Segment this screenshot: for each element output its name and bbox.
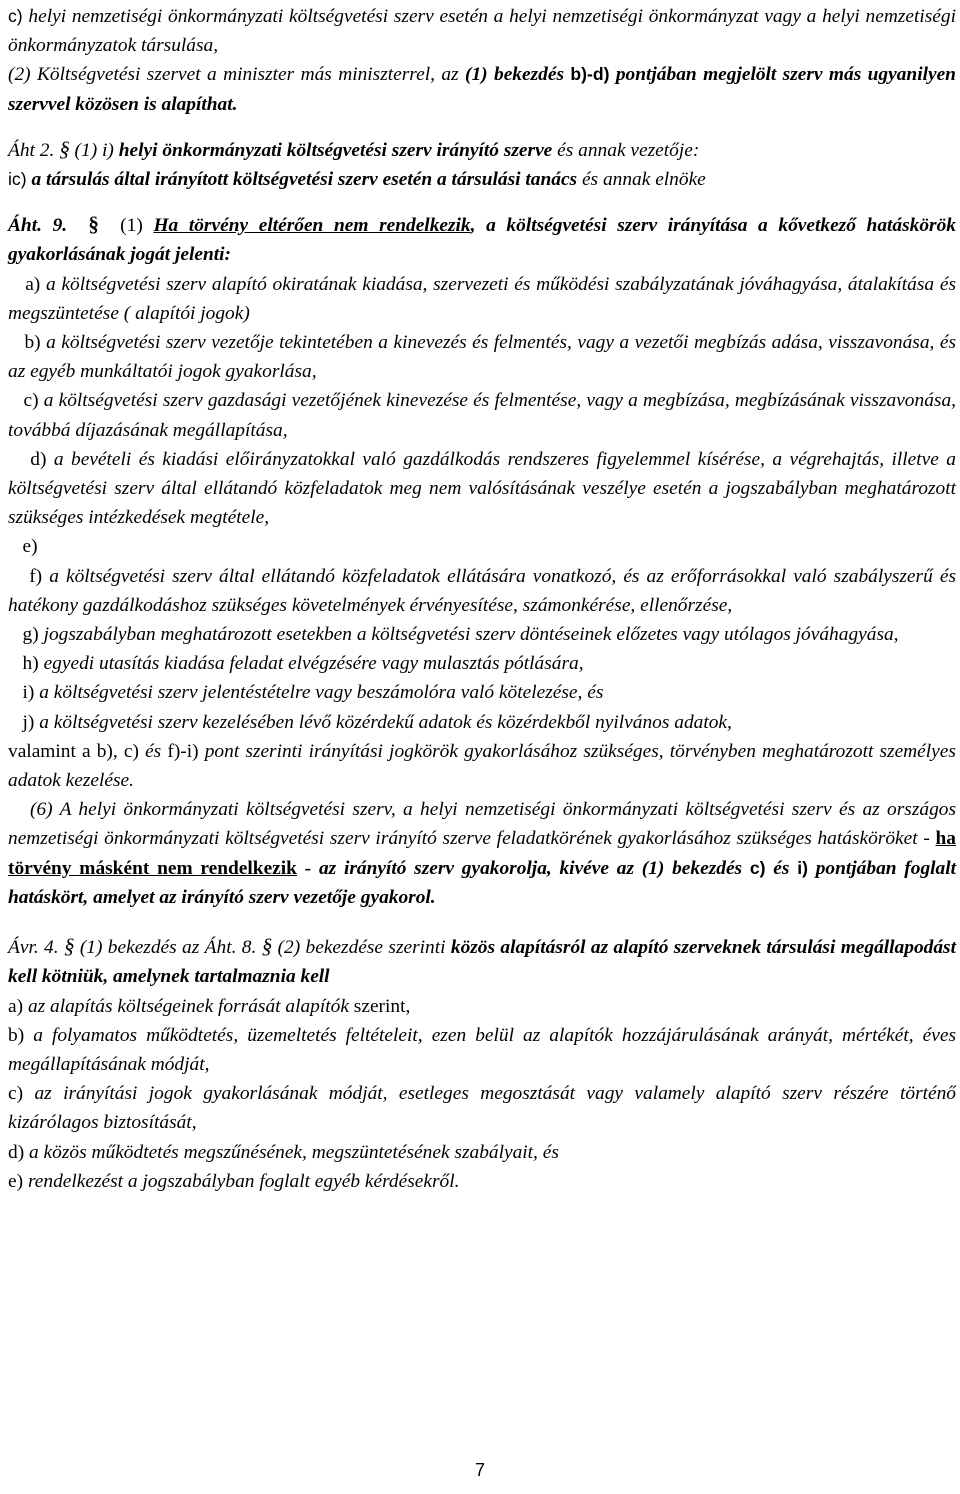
p6-underlined: ha törvény másként nem rendelkezik — [8, 828, 956, 879]
avr-bold: közös alapításról az alapító szerveknek társulási megállapodást kell kötniük, amelynek tartalmaznia kell — [8, 937, 956, 988]
intro-c-paragraph — [8, 2, 956, 60]
j-cont-e: pont szerinti irányítási jogkörök gyakorlásához szükséges, törvényben meghatározott személyes adatok kezelése. — [8, 740, 956, 792]
avr-item-list — [8, 992, 956, 1196]
aht9-heading — [8, 210, 956, 269]
item-indicator: ic) — [8, 169, 27, 190]
p6-i: i) — [797, 857, 808, 878]
document-page — [8, 2, 956, 1196]
item-text: rendelkezést a jogszabályban foglalt egyéb kérdésekről. — [27, 1170, 460, 1192]
item-tail: szerint, — [353, 995, 411, 1017]
j-cont-a: valamint a — [8, 740, 91, 762]
page-number: 7 — [474, 1460, 485, 1480]
list-item — [8, 1021, 956, 1079]
section-sign: § — [261, 934, 273, 959]
intro-p2-b: (1) bekezdés — [465, 64, 564, 86]
item-text: a költségvetési szerv vezetője tekintetében a kinevezés és felmentés, vagy a vezetői megbízás adása, visszavonása, és az egyéb munkáltatói jogok gyakorlása, — [8, 332, 957, 383]
p6-es: és — [773, 857, 790, 879]
list-item — [8, 992, 956, 1021]
aht2-num: (1) i) — [74, 139, 114, 161]
p6-bold-a: - az irányító szerv gyakorolja, kivéve az (1) bekezdés — [304, 857, 743, 879]
j-cont-d: f)-i) — [167, 740, 199, 762]
item-indicator: a) — [25, 273, 41, 295]
item-indicator: e) — [8, 1170, 24, 1192]
list-item — [8, 1138, 956, 1167]
j-cont-b: b), c) — [96, 740, 139, 762]
aht2-rest: és annak vezetője: — [557, 139, 700, 161]
item-text: a bevételi és kiadási előirányzatokkal való gazdálkodás rendszeres figyelemmel kísérése, a végrehajtás, illetve a költségvetési szerv által ellátandó közfeladatok meg nem valósításának veszélye esetén a jogszabályban meghatározott szükséges intézkedések megtétele, — [8, 448, 957, 529]
item-indicator: b) — [24, 332, 41, 354]
p6-bold-b: pontjában foglalt hatáskört, amelyet az irányító szerv vezetője gyakorol. — [8, 857, 957, 908]
item-indicator: c) — [8, 6, 23, 26]
intro-p2-d: pontjában megjelölt szerv más ugyanilyen szervvel közösen is alapíthat. — [8, 64, 956, 115]
item-text: a költségvetési szerv kezelésében lévő közérdekű adatok és közérdekből nyilvános adatok, — [39, 711, 732, 733]
aht2-bold: helyi önkormányzati költségvetési szerv irányító szerve — [118, 139, 553, 161]
p6-ci: c) — [749, 857, 766, 878]
list-item — [8, 328, 956, 386]
aht2-paragraph — [8, 135, 956, 165]
aht2-ic-bold: a társulás által irányított költségvetési szerv esetén a társulási tanács — [31, 169, 578, 191]
list-item — [8, 532, 956, 561]
intro-c-text: helyi nemzetiségi önkormányzati költségvetési szerv esetén a helyi nemzetiségi önkormányzat vagy a helyi nemzetiségi önkormányzatok társulása, — [8, 6, 956, 57]
list-item — [8, 1167, 956, 1196]
intro-p2-c: b)-d) — [570, 64, 610, 85]
avr-b: (2) bekezdése szerinti — [277, 937, 446, 959]
list-item — [8, 386, 956, 444]
aht9-head-underlined: Ha törvény eltérően nem rendelkezik — [153, 215, 471, 237]
avr-heading — [8, 932, 956, 991]
p6-text: (6) A helyi önkormányzati költségvetési szerv, a helyi nemzetiségi önkormányzati költségvetési szerv és az országos nemzetiségi önkormányzati költségvetési szerv irányító szerve feladatkörének gyakorlásához szükséges hatásköröket - — [8, 799, 957, 850]
item-indicator: c) — [23, 390, 39, 412]
item-indicator: g) — [22, 624, 39, 646]
list-item — [8, 562, 956, 620]
item-indicator: c) — [8, 1083, 24, 1105]
item-indicator: e) — [22, 536, 38, 558]
intro-p2-a: (2) Költségvetési szervet a miniszter más miniszterrel, az — [8, 64, 459, 86]
aht9-num: (1) — [120, 215, 143, 237]
item-text: jogszabályban meghatározott esetekben a költségvetési szerv döntéseinek előzetes vagy utólagos jóváhagyása, — [43, 624, 899, 646]
aht9-ref: Áht. 9. — [8, 215, 68, 237]
section-sign: § — [59, 136, 70, 161]
item-text: a költségvetési szerv alapító okiratának kiadása, szervezeti és működési szabályzatának jóváhagyása, átalakítása és megszüntetése ( alapítói jogok) — [8, 273, 956, 324]
list-item — [8, 708, 956, 737]
item-indicator: f) — [29, 565, 43, 587]
item-indicator: i) — [22, 682, 35, 704]
j-cont-c: és — [145, 740, 162, 762]
aht9-p6-paragraph — [8, 795, 956, 912]
item-indicator: b) — [8, 1024, 25, 1046]
aht2-ic-paragraph — [8, 165, 956, 194]
item-text: a folyamatos működtetés, üzemeltetés feltételeit, ezen belül az alapítók hozzájárulásának arányát, mértékét, éves megállapításának módját, — [8, 1024, 956, 1075]
list-item — [8, 678, 956, 707]
item-text: a költségvetési szerv jelentéstételre vagy beszámolóra való kötelezése, és — [39, 682, 604, 704]
list-item — [8, 620, 956, 649]
list-item — [8, 270, 956, 328]
item-text: egyedi utasítás kiadása feladat elvégzésére vagy mulasztás pótlására, — [43, 653, 584, 675]
section-sign: § — [88, 212, 99, 237]
item-text: a költségvetési szerv által ellátandó közfeladatok ellátására vonatkozó, és az erőforrásokkal való szabályszerű és hatékony gazdálkodáshoz szükséges követelmények érvényesítése, számonkérése, ellenőrzése, — [8, 565, 956, 616]
aht2-ref: Áht 2. — [8, 139, 55, 161]
list-item — [8, 649, 956, 678]
item-text: a költségvetési szerv gazdasági vezetőjének kinevezése és felmentése, vagy a megbízása, megbízásának visszavonása, továbbá díjazásának megállapítása, — [8, 390, 956, 441]
aht9-j-continuation — [8, 737, 956, 795]
item-text: az alapítás költségeinek forrását alapítók — [27, 995, 349, 1017]
item-text: az irányítási jogok gyakorlásának módját, esetleges megosztását vagy valamely alapító szerv részére történő kizárólagos biztosítását, — [8, 1083, 956, 1134]
list-item — [8, 445, 956, 533]
section-sign: § — [63, 934, 75, 959]
item-indicator: j) — [22, 711, 35, 733]
item-indicator: d) — [30, 448, 47, 470]
aht9-item-list — [8, 270, 956, 737]
aht2-ic-rest: és annak elnöke — [581, 169, 706, 191]
aht9-head-rest: , a költségvetési szerv irányítása a kővetkező hatáskörök gyakorlásának jogát jelenti: — [8, 215, 956, 266]
avr-ref: Ávr. 4. — [8, 937, 59, 959]
item-indicator: d) — [8, 1141, 25, 1163]
item-indicator: a) — [8, 995, 24, 1017]
item-indicator: h) — [22, 653, 39, 675]
list-item — [8, 1079, 956, 1137]
intro-p2-paragraph — [8, 60, 956, 118]
avr-a: (1) bekezdés az Áht. 8. — [79, 937, 257, 959]
item-text: a közös működtetés megszűnésének, megszüntetésének szabályait, és — [29, 1141, 559, 1163]
